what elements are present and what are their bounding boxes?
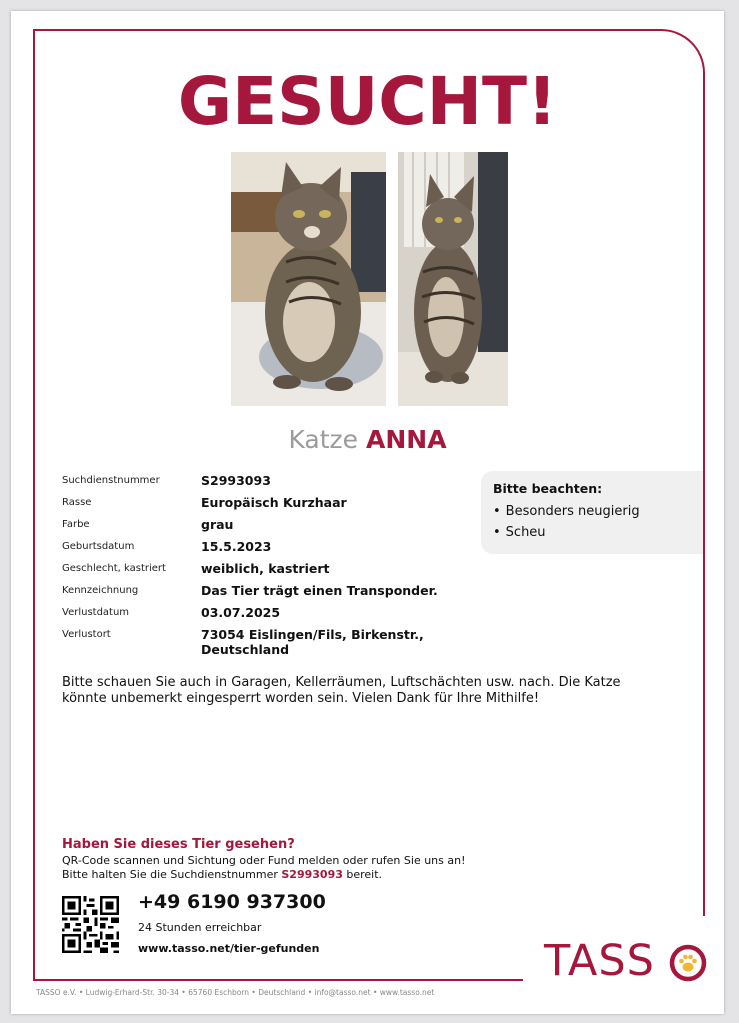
cta-line-number bbox=[62, 868, 382, 881]
poster-sheet bbox=[11, 11, 724, 1014]
animal-kind: Katze bbox=[288, 425, 359, 454]
cta-search-number: S2993093 bbox=[281, 868, 343, 881]
cta-line-qr: QR-Code scannen und Sichtung oder Fund melden oder rufen Sie uns an! bbox=[62, 854, 466, 867]
detail-value: weiblich, kastriert bbox=[201, 561, 330, 576]
detail-label: Verlustort bbox=[62, 629, 111, 640]
detail-value: 03.07.2025 bbox=[201, 605, 281, 620]
notice-item-text: Scheu bbox=[505, 525, 546, 540]
detail-value: Europäisch Kurzhaar bbox=[201, 495, 347, 510]
detail-label: Rasse bbox=[62, 497, 92, 508]
poster-title: GESUCHT! bbox=[177, 63, 558, 140]
detail-value: grau bbox=[201, 517, 234, 532]
detail-label: Suchdienstnummer bbox=[62, 475, 160, 486]
footer-address: TASSO e.V. • Ludwig-Erhard-Str. 30-34 • 65760 Eschborn • Deutschland • info@tasso.net • www.tasso.net bbox=[36, 988, 435, 997]
animal-name bbox=[11, 425, 724, 454]
detail-value: S2993093 bbox=[201, 473, 271, 488]
cat-photo-standing bbox=[398, 152, 508, 406]
detail-value: 15.5.2023 bbox=[201, 539, 272, 554]
detail-label: Geburtsdatum bbox=[62, 541, 135, 552]
info-paragraph: Bitte schauen Sie auch in Garagen, Kellerräumen, Luftschächten usw. nach. Die Katze könnte unbemerkt eingesperrt worden sein. Vielen Dank für Ihre Mithilfe! bbox=[62, 675, 621, 706]
detail-value: 73054 Eislingen/Fils, Birkenstr., Deutschland bbox=[201, 627, 424, 657]
detail-row-kennzeichnung bbox=[62, 581, 482, 603]
detail-label: Geschlecht, kastriert bbox=[62, 563, 166, 574]
detail-row-geschlecht bbox=[62, 559, 482, 581]
qr-code-icon[interactable] bbox=[62, 896, 119, 953]
details-table bbox=[62, 471, 482, 665]
detail-row-verlustdatum bbox=[62, 603, 482, 625]
poster-frame-bottom bbox=[33, 979, 523, 981]
notice-title: Bitte beachten: bbox=[493, 481, 603, 496]
detail-row-rasse bbox=[62, 493, 482, 515]
notice-box bbox=[481, 471, 703, 554]
tasso-logo-text: TASS bbox=[544, 936, 655, 986]
detail-row-farbe bbox=[62, 515, 482, 537]
paw-logo-icon bbox=[668, 943, 708, 983]
notice-item-text: Besonders neugierig bbox=[505, 504, 640, 519]
cta-line-suffix: bereit. bbox=[346, 868, 383, 881]
cta-line-prefix: Bitte halten Sie die Suchdienstnummer bbox=[62, 868, 278, 881]
phone-number[interactable]: +49 6190 937300 bbox=[138, 891, 326, 913]
website-link[interactable]: www.tasso.net/tier-gefunden bbox=[138, 942, 320, 955]
detail-label: Farbe bbox=[62, 519, 90, 530]
animal-name-value: ANNA bbox=[366, 425, 447, 454]
detail-row-geburtsdatum bbox=[62, 537, 482, 559]
detail-row-verlustort bbox=[62, 625, 482, 665]
detail-row-suchdienstnummer bbox=[62, 471, 482, 493]
notice-item: • Scheu bbox=[493, 525, 546, 540]
availability-text: 24 Stunden erreichbar bbox=[138, 921, 262, 934]
detail-label: Kennzeichnung bbox=[62, 585, 139, 596]
detail-label: Verlustdatum bbox=[62, 607, 130, 618]
cta-title: Haben Sie dieses Tier gesehen? bbox=[62, 837, 295, 852]
detail-value: Das Tier trägt einen Transponder. bbox=[201, 583, 438, 598]
notice-item: • Besonders neugierig bbox=[493, 504, 640, 519]
cat-photo-front bbox=[231, 152, 386, 406]
